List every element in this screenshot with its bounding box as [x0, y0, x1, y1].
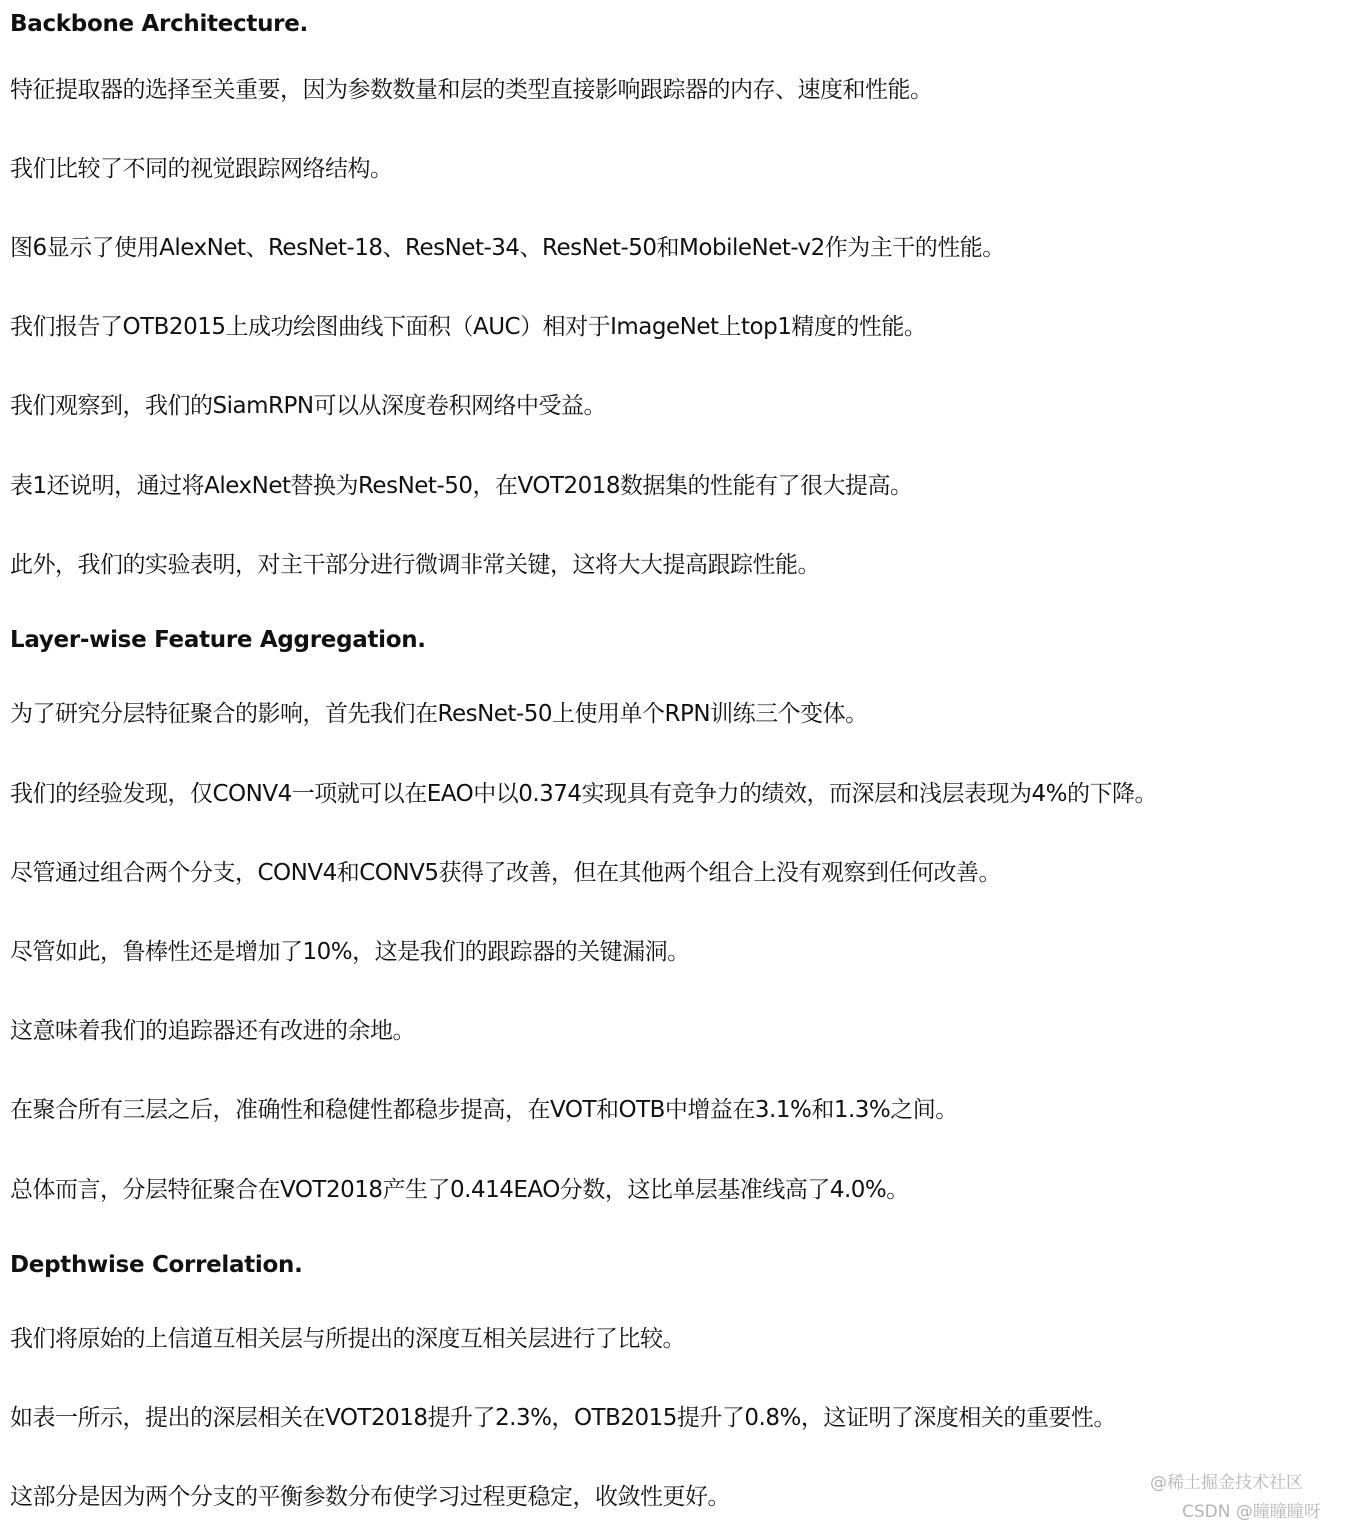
paragraph: 这意味着我们的追踪器还有改进的余地。 [10, 1018, 415, 1044]
paragraph: 总体而言，分层特征聚合在VOT2018产生了0.414EAO分数，这比单层基准线高了4.0%。 [10, 1177, 909, 1203]
section-heading-depthwise: Depthwise Correlation. [10, 1252, 303, 1278]
paragraph: 此外，我们的实验表明，对主干部分进行微调非常关键，这将大大提高跟踪性能。 [10, 552, 820, 578]
paragraph: 我们的经验发现，仅CONV4一项就可以在EAO中以0.374实现具有竞争力的绩效，而深层和浅层表现为4%的下降。 [10, 781, 1158, 807]
paragraph: 我们观察到，我们的SiamRPN可以从深度卷积网络中受益。 [10, 393, 607, 419]
paragraph: 特征提取器的选择至关重要，因为参数数量和层的类型直接影响跟踪器的内存、速度和性能。 [10, 77, 933, 103]
paragraph: 为了研究分层特征聚合的影响，首先我们在ResNet-50上使用单个RPN训练三个变体。 [10, 701, 868, 727]
paragraph: 这部分是因为两个分支的平衡参数分布使学习过程更稳定，收敛性更好。 [10, 1484, 730, 1510]
paragraph: 我们将原始的上信道互相关层与所提出的深度互相关层进行了比较。 [10, 1326, 685, 1352]
watermark-juejin: @稀土掘金技术社区 [1150, 1473, 1303, 1493]
paragraph: 我们报告了OTB2015上成功绘图曲线下面积（AUC）相对于ImageNet上top1精度的性能。 [10, 314, 927, 340]
section-heading-backbone: Backbone Architecture. [10, 11, 308, 37]
paragraph: 我们比较了不同的视觉跟踪网络结构。 [10, 156, 393, 182]
paragraph: 尽管如此，鲁棒性还是增加了10%，这是我们的跟踪器的关键漏洞。 [10, 939, 690, 965]
paragraph: 图6显示了使用AlexNet、ResNet-18、ResNet-34、ResNet-50和MobileNet-v2作为主干的性能。 [10, 235, 1005, 261]
paragraph: 表1还说明，通过将AlexNet替换为ResNet-50，在VOT2018数据集的性能有了很大提高。 [10, 473, 913, 499]
watermark-csdn: CSDN @瞳瞳瞳呀 [1182, 1502, 1321, 1522]
paragraph: 尽管通过组合两个分支，CONV4和CONV5获得了改善，但在其他两个组合上没有观察到任何改善。 [10, 860, 1001, 886]
section-heading-layer-wise: Layer-wise Feature Aggregation. [10, 627, 426, 653]
paragraph: 在聚合所有三层之后，准确性和稳健性都稳步提高，在VOT和OTB中增益在3.1%和1.3%之间。 [10, 1097, 958, 1123]
paragraph: 如表一所示，提出的深层相关在VOT2018提升了2.3%，OTB2015提升了0.8%，这证明了深度相关的重要性。 [10, 1405, 1116, 1431]
